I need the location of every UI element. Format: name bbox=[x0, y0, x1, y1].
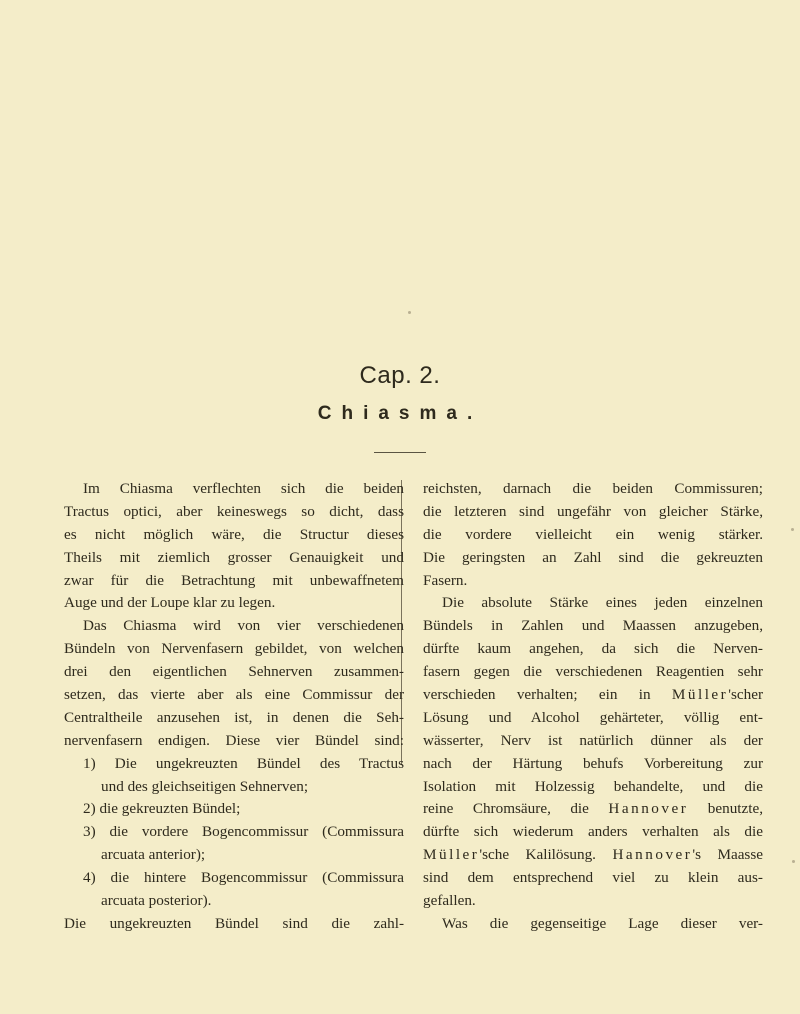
text-line: Bündeln von Nervenfasern gebildet, von welchen bbox=[64, 640, 404, 658]
text-line: Lösung und Alcohol gehärteter, völlig ent- bbox=[423, 708, 763, 726]
text-line: dürfte kaum angehen, da sich die Nerven- bbox=[423, 640, 763, 658]
text-line: Tractus optici, aber keineswegs so dicht, dass bbox=[64, 502, 404, 520]
author-name: Hannover bbox=[608, 800, 689, 818]
text-line: fasern gegen die verschiedenen Reagentien sehr bbox=[423, 663, 763, 681]
chapter-heading: Cap. 2. bbox=[359, 362, 441, 389]
author-name: Müller bbox=[423, 846, 480, 864]
right-column bbox=[423, 478, 763, 936]
list-item-continuation: arcuata posterior). bbox=[101, 892, 212, 910]
text-line: Bündels in Zahlen und Maassen anzugeben, bbox=[423, 617, 763, 635]
text-line: nervenfasern endigen. Diese vier Bündel sind: bbox=[64, 731, 404, 749]
paper-speck bbox=[792, 860, 795, 863]
paper-speck bbox=[408, 311, 411, 314]
text-line: setzen, das vierte aber als eine Commissur der bbox=[64, 686, 404, 704]
list-item-continuation: arcuata anterior); bbox=[101, 846, 206, 864]
text-line: drei den eigentlichen Sehnerven zusammen- bbox=[64, 663, 404, 681]
paper-speck bbox=[791, 528, 794, 531]
text-line: die vordere vielleicht ein wenig stärker. bbox=[423, 525, 763, 543]
list-item: 2) die gekreuzten Bündel; bbox=[83, 800, 241, 818]
text-line: dürfte sich wiederum anders verhalten als die bbox=[423, 823, 763, 841]
text-line: Das Chiasma wird von vier verschiedenen bbox=[83, 617, 404, 635]
text-line: wässerter, Nerv ist natürlich dünner als der bbox=[423, 731, 763, 749]
text-line: Fasern. bbox=[423, 571, 468, 589]
text-line: Was die gegenseitige Lage dieser ver- bbox=[442, 914, 763, 932]
list-item: 4) die hintere Bogencommissur (Commissura bbox=[83, 869, 404, 887]
author-name: Müller bbox=[671, 686, 729, 704]
text-line bbox=[423, 798, 763, 821]
text-line: Die absolute Stärke eines jeden einzelnen bbox=[442, 594, 763, 612]
text-line: Die geringsten an Zahl sind die gekreuzten bbox=[423, 548, 763, 566]
text-line: es nicht möglich wäre, die Structur dieses bbox=[64, 525, 404, 543]
text-line: nach der Härtung behufs Vorbereitung zur bbox=[423, 754, 763, 772]
text-line bbox=[423, 684, 763, 707]
text-fragment: 'scher bbox=[728, 686, 763, 704]
list-item: 3) die vordere Bogencommissur (Commissura bbox=[83, 823, 404, 841]
text-line: sind dem entsprechend viel zu klein aus- bbox=[423, 869, 763, 887]
text-line: zwar für die Betrachtung mit unbewaffnetem bbox=[64, 571, 404, 589]
author-name: Hannover bbox=[612, 846, 693, 864]
text-fragment: verschieden verhalten; ein in bbox=[423, 686, 651, 704]
text-line: Im Chiasma verflechten sich die beiden bbox=[83, 480, 404, 497]
text-line: reichsten, darnach die beiden Commissuren; bbox=[423, 480, 763, 497]
list-item-continuation: und des gleichseitigen Sehnerven; bbox=[101, 777, 309, 795]
text-fragment: 'sche Kalilösung. bbox=[479, 846, 596, 864]
list-item: 1) Die ungekreuzten Bündel des Tractus bbox=[83, 754, 404, 772]
text-line: die letzteren sind ungefähr von gleicher Stärke, bbox=[423, 502, 763, 520]
text-line: Auge und der Loupe klar zu legen. bbox=[64, 594, 276, 612]
text-fragment: benutzte, bbox=[707, 800, 764, 818]
text-line: gefallen. bbox=[423, 892, 476, 910]
text-fragment: reine Chromsäure, die bbox=[423, 800, 589, 818]
text-line: Theils mit ziemlich grosser Genauigkeit und bbox=[64, 548, 404, 566]
title-divider bbox=[374, 452, 426, 453]
chapter-title: Chiasma. bbox=[317, 403, 483, 424]
text-line: Isolation mit Holzessig behandelte, und die bbox=[423, 777, 763, 795]
text-line bbox=[423, 844, 763, 867]
text-fragment: 's Maasse bbox=[692, 846, 763, 864]
text-line: Centraltheile anzusehen ist, in denen die Seh- bbox=[64, 708, 404, 726]
left-column bbox=[64, 478, 404, 936]
text-line: Die ungekreuzten Bündel sind die zahl- bbox=[64, 914, 404, 932]
